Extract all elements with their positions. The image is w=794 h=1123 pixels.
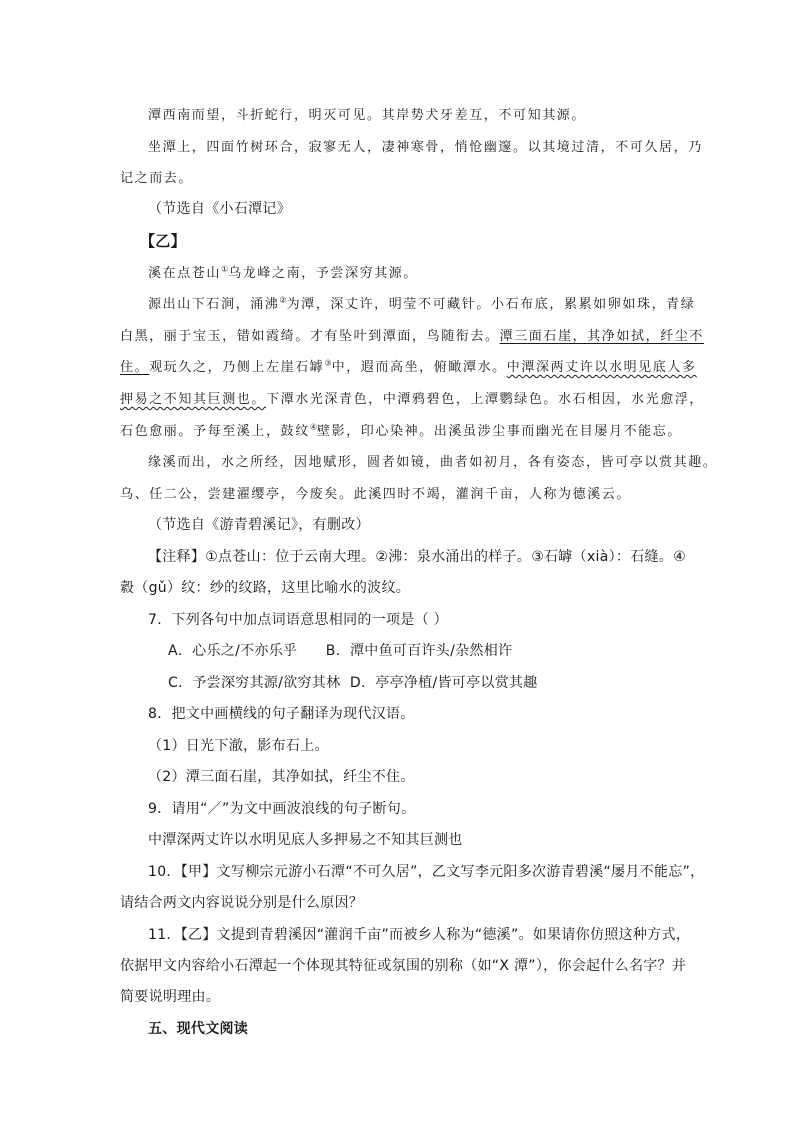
question-8-item-2: （2）潭三面石崖，其净如拭，纤尘不住。 [148, 769, 415, 785]
question-7-options-ab: A．心乐之/不亦乐乎 B．潭中鱼可百许头/杂然相许 [168, 643, 513, 659]
question-9-sentence: 中潭深两丈许以水明见底人多押易之不知其巨测也 [148, 832, 463, 848]
jia-paragraph-2-line-1: 坐潭上，四面竹树环合，寂寥无人，凄神寒骨，悄怆幽邃。以其境过清，不可久居，乃 [148, 140, 703, 155]
underlined-sentence-part-1: 潭三面石崖，其净如拭，纤尘不 [499, 329, 705, 344]
question-8-item-1: （1）日光下澈，影布石上。 [148, 738, 329, 754]
question-7-options-cd: C．予尝深穷其源/欲穷其林 D．亭亭净植/皆可亭以赏其趣 [168, 675, 538, 691]
annotation-line-1: 【注释】①点苍山：位于云南大理。②沸：泉水涌出的样子。③石罅（xià）：石缝。④ [148, 549, 686, 565]
jia-paragraph-2-line-2: 记之而去。 [120, 171, 194, 186]
yi-p3-text: 白黑，丽于宝玉，错如霞绮。才有坠叶到潭面，鸟随衔去。 [120, 329, 500, 344]
yi-paragraph-2-line-5 [120, 420, 682, 439]
note-marker-4: ④ [309, 422, 317, 432]
question-9: 9．请用“／”为文中画波浪线的句子断句。 [148, 801, 416, 817]
annotation-line-2: 縠（gǔ）纹：纱的纹路，这里比喻水的波纹。 [120, 580, 411, 596]
question-11-line-1: 11．【乙】文提到青碧溪因“灌润千亩”而被乡人称为“德溪”。如果请你仿照这种方式， [148, 927, 691, 943]
question-11-line-2: 依据甲文内容给小石潭起一个体现其特征或氛围的别称（如“X 潭”），你会起什么名字？并 [120, 958, 687, 974]
yi-paragraph-2-line-1 [148, 293, 695, 312]
question-7: 7．下列各句中加点词语意思相同的一项是（ ） [148, 612, 448, 628]
question-10-line-2: 请结合两文内容说说分别是什么原因？ [120, 895, 364, 911]
yi-p5-text: 下潭水光深青色，中潭鸦碧色，上潭鹦绿色。水石相因，水光愈浮， [266, 392, 705, 407]
yi-p4-text-b: 中，遐而高坐，俯瞰潭水。 [331, 360, 507, 375]
question-10-line-1: 10．【甲】文写柳宗元游小石潭“不可久居”，乙文写李元阳多次游青碧溪“屡月不能忘”， [148, 864, 705, 880]
yi-heading: 【乙】 [140, 232, 186, 250]
note-marker-1: ① [221, 264, 229, 274]
yi-paragraph-2-line-2 [120, 325, 704, 344]
wavy-sentence-part-1: 中潭深两丈许以水明见底人多 [506, 360, 697, 375]
jia-source: （节选自《小石潭记》 [148, 201, 291, 217]
yi-p2-text-a: 源出山下石涧，涌沸 [148, 297, 280, 312]
section-heading-modern-reading: 五、现代文阅读 [148, 1021, 249, 1037]
yi-paragraph-2-line-4 [120, 388, 704, 407]
note-marker-3: ③ [324, 358, 332, 368]
question-11-line-3: 简要说明理由。 [120, 989, 221, 1005]
yi-source: （节选自《游青碧溪记》，有删改） [148, 517, 370, 533]
yi-paragraph-3-line-1: 缘溪而出，水之所经，因地赋形，圆者如镜，曲者如初月，各有姿态，皆可亭以赏其趣。 [148, 455, 718, 470]
yi-p4-text-a: 观玩久之，乃侧上左崖石罅 [149, 360, 325, 375]
yi-paragraph-2-line-3 [120, 356, 697, 375]
yi-p2-text-b: 为潭，深丈许，明莹不可藏针。小石布底，累累如卵如珠，青绿 [286, 297, 696, 312]
underlined-sentence-part-2: 住。 [120, 360, 150, 375]
yi-paragraph-1 [148, 262, 418, 281]
yi-paragraph-3-line-2: 乌、任二公，尝建濯缨亭，今废矣。此溪四时不竭，灌润千亩，人称为德溪云。 [120, 487, 632, 502]
note-marker-2: ② [279, 295, 287, 305]
question-8: 8．把文中画横线的句子翻译为现代汉语。 [148, 706, 415, 722]
wavy-sentence-part-2: 押易之不知其巨测也。 [120, 392, 267, 407]
yi-p6-text-a: 石色愈丽。予每至溪上，鼓纹 [120, 424, 310, 439]
yi-p6-text-b: 壁影，印心染神。出溪虽涉尘事而幽光在目屡月不能忘。 [316, 424, 682, 439]
yi-p1-text-a: 溪在点苍山 [148, 266, 222, 281]
yi-p1-text-b: 乌龙峰之南，予尝深穷其源。 [228, 266, 418, 281]
jia-paragraph-1: 潭西南而望，斗折蛇行，明灭可见。其岸势犬牙差互，不可知其源。 [148, 108, 587, 123]
